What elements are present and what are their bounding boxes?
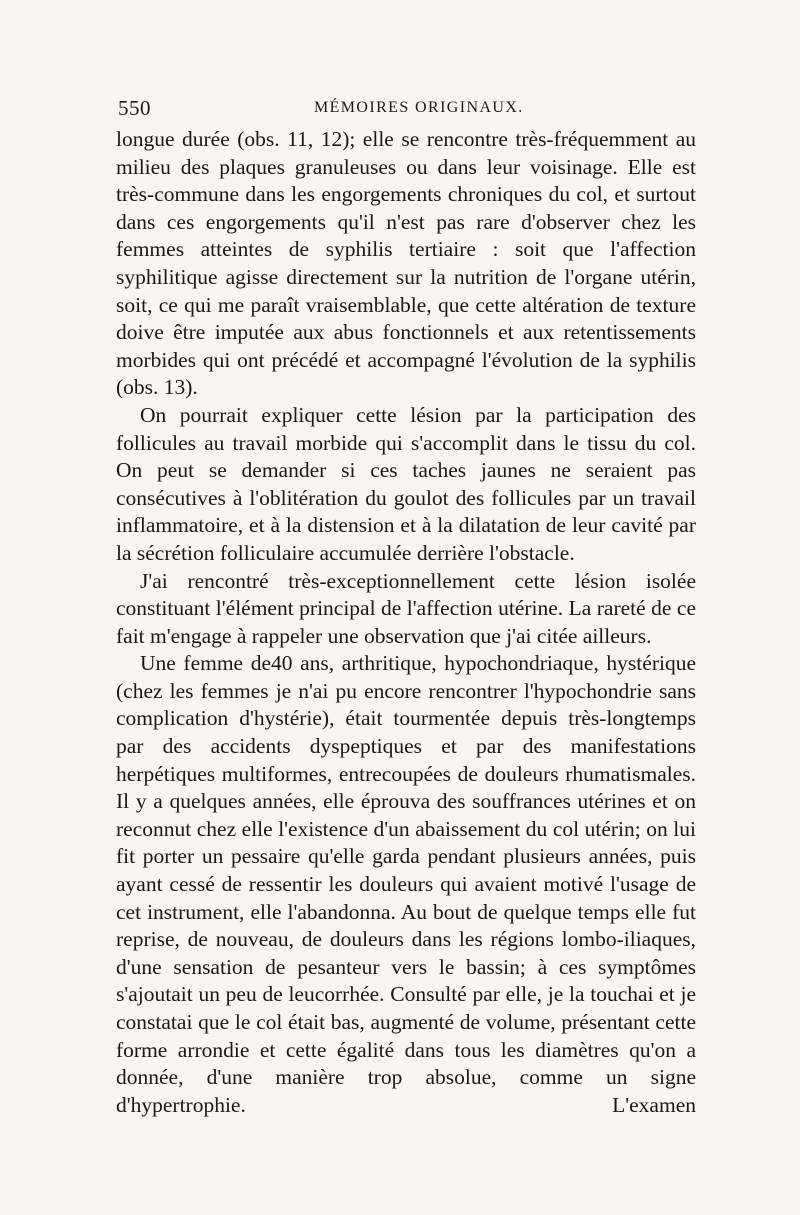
paragraph-observation: Une femme de40 ans, arthritique, hypochondriaque, hystérique (chez les femmes je n'ai pu encore rencontrer l'hypochondrie sans complication d'hystérie), était tourmentée depuis très-longtemps par des accidents dyspeptiques et par des manifestations herpétiques multiformes, entrecoupées de douleurs rhumatismales. Il y a quelques années, elle éprouva des souffrances utérines et on reconnut chez elle l'existence d'un abaissement du col utérin; on lui fit porter un pessaire qu'elle garda pendant plusieurs années, puis ayant cessé de ressentir les douleurs qui avaient motivé l'usage de cet instrument, elle l'abandonna. Au bout de quelque temps elle fut reprise, de nouveau, de douleurs dans les régions lombo-iliaques, d'une sensation de pesanteur vers le bassin; à ces symptômes s'ajoutait un peu de leucorrhée. Consulté par elle, je la touchai et je constatai que le col était bas, augmenté de volume, présentant cette forme arrondie et cette égalité dans tous les diamètres qu'on a donnée, d'une manière trop absolue, comme un signe d'hypertrophie. L'examen [116,651,696,1117]
paragraph-continuation: longue durée (obs. 11, 12); elle se rencontre très-fréquemment au milieu des plaques granuleuses ou dans leur voisinage. Elle est très-commune dans les engorgements chroniques du col, et surtout dans ces engorgements qu'il n'est pas rare d'observer chez les femmes atteintes de syphilis tertiaire : soit que l'affection syphilitique agisse directement sur la nutrition de l'organe utérin, soit, ce qui me paraît vraisemblable, que cette altération de texture doive être imputée aux abus fonctionnels et aux retentissements morbides qui ont précédé et accompagné l'évolution de la syphilis (obs. 13). [116,127,696,400]
paragraph-follicules: On pourrait expliquer cette lésion par la participation des follicules au travail morbide qui s'accomplit dans le tissu du col. On peut se demander si ces taches jaunes ne seraient pas consécutives à l'oblitération du goulot des follicules par un travail inflammatoire, et à la distension et à la dilatation de leur cavité par la sécrétion folliculaire accumulée derrière l'obstacle. [116,402,696,565]
paragraph-lesion-isolee: J'ai rencontré très-exceptionnellement cette lésion isolée constituant l'élément principal de l'affection utérine. La rareté de ce fait m'engage à rappeler une observation que j'ai citée ailleurs. [116,568,696,648]
body-text [116,126,696,1119]
page-header [118,96,698,126]
page-number: 550 [118,96,151,120]
running-title: MÉMOIRES ORIGINAUX. [314,99,524,116]
